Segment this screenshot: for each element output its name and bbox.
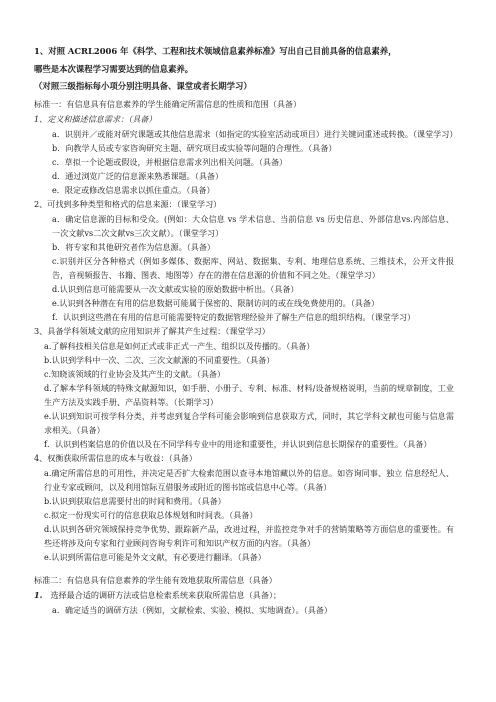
outcome-1-3e: e.认识到知识可按学科分类，并考虑到复合学科可能会影响到信息获取方式，同时，其它学科文献也可能与信息需求相关。（具备）	[44, 411, 454, 435]
outcome-1-2b: b．将专家和其他研究者作为信息源。（具备）	[52, 242, 216, 252]
outcome-1-4c: c.拟定一份现实可行的信息获取总体规划和时间表。（具备）	[44, 510, 258, 520]
outcome-1-2e: e.认识到各种潜在有用的信息数据可能属于保密的、限制访问的或在线免费使用的。（具备）	[52, 298, 380, 308]
outcome-2-1a: a．确定适当的调研方法（例如，文献检索、实验、模拟、实地调查）。（具备）	[52, 605, 333, 615]
outcome-1-2a: a．确定信息源的目标和受众。(例如：大众信息 vs 学术信息、当前信息 vs 历史信息、外部信息vs.内部信息、一次文献vs二次文献vs三次文献）。（课堂学习）	[52, 214, 454, 238]
instruction-note: （对照三级指标每小项分别注明具备、课堂或者长期学习）	[34, 81, 252, 91]
outcome-1-3c: c.知晓该领域的行业协会及其产生的文献。（具备）	[44, 369, 226, 379]
outcome-1-2d: d.认识到信息可能需要从一次文献或实验的原始数据中析出。（具备）	[52, 284, 299, 294]
outcome-1-2f: f．认识到这些潜在有用的信息可能需要特定的数据管理经验并了解生产信息的组织结构。（课堂学习）	[52, 312, 416, 322]
outcome-1-1e: e．限定或修改信息需求以抓住重点。（具备）	[52, 185, 215, 195]
outcome-1-1c: c．草拟一个论题或假设，并根据信息需求列出相关问题。（具备）	[52, 157, 288, 167]
indicator-1-3: 3、具备学科领域文献的应用知识并了解其产生过程：（课堂学习）	[34, 326, 270, 336]
outcome-1-4a: a.确定所需信息的可用性，并决定是否扩大检索范围以查寻本地馆藏以外的信息。如咨询同事、独立 信息经纪人、行业专家或顾问，以及利用馆际互借服务或附近的图书馆或信息中心等。（具备）	[44, 468, 454, 492]
outcome-1-3a: a.了解科技相关信息是如何正式或非正式一产生、组织以及传播的。（具备）	[44, 341, 315, 351]
indicator-1-2: 2、可找到多种类型和格式的信息来源：（课堂学习）	[34, 199, 222, 209]
outcome-1-2c: c.识别并区分各种格式（例如多媒体、数据库、网站、数据集、专利、地理信息系统、三维技术，公开文件报告，音视频报告、书籍、图表、地图等）存在的潜在信息源的价值和不同之处。（课堂学习）	[52, 256, 454, 280]
outcome-1-4b: b.认识到获取信息需要付出的时间和费用。（具备）	[44, 496, 226, 506]
indicator-2-1-text: 选择最合适的调研方法或信息检索系统来获取所需信息（具备）；	[50, 590, 282, 600]
outcome-1-1a: a．识别并／或能对研究课题或其他信息需求（如指定的实验室活动或项目）进行关键词重述或转换。（课堂学习）	[52, 129, 458, 139]
indicator-1-1: 1、定义和描述信息需求：（具备）	[34, 114, 157, 124]
standard-two-heading: 标准二：有信息具有信息素养的学生能有效地获取所需信息（具备）	[34, 575, 277, 585]
outcome-1-1d: d．通过浏览广泛的信息源来熟悉课题。（具备）	[52, 171, 224, 181]
outcome-1-3d: d.了解本学科领域的特殊文献源知识，如手册、小册子、专利、标准、材料/设备规格说明，当前的规章制度，工业生产方法及实践手册、产品资料等。（长期学习）	[44, 383, 454, 407]
outcome-1-3b: b.认识到学科中一次、二次、三次文献源的不同重要性。（具备）	[44, 355, 275, 365]
document-page	[34, 42, 458, 617]
indicator-2-1	[34, 588, 454, 603]
standard-one-heading: 标准一：有信息具有信息素养的学生能确定所需信息的性质和范围（具备）	[34, 99, 302, 109]
outcome-1-3f: f．认识到档案信息的价值以及在不同学科专业中的用途和重要性，并认识到信息长期保存的重要性。（具备）	[44, 439, 432, 449]
question-title-line1: 1、对照 ACRL2006 年《科学、工程和技术领域信息素养标准》写出自己目前具备的信息素养，	[34, 46, 397, 56]
indicator-2-1-number: 1.	[34, 590, 43, 600]
indicator-1-4: 4、权衡获取所需信息的成本与收益：（具备）	[34, 453, 197, 463]
outcome-1-1b: b．向教学人员或专家咨询研究主题、研究项目或实验等问题的合理性。（具备）	[52, 143, 337, 153]
outcome-1-4e: e.认识到所需信息可能是外文文献，有必要进行翻译。（具备）	[44, 552, 266, 562]
outcome-1-4d: d.认识到各研究领域保持竞争优势、跟踪新产品，改进过程，并监控竞争对手的营销策略等方面信息的重要性。有些还将涉及向专家和行业顾问咨询专利许可和知识产权方面的内容。（具备）	[44, 524, 454, 548]
question-title-line2: 哪些是本次课程学习需要达到的信息素养。	[34, 64, 194, 74]
